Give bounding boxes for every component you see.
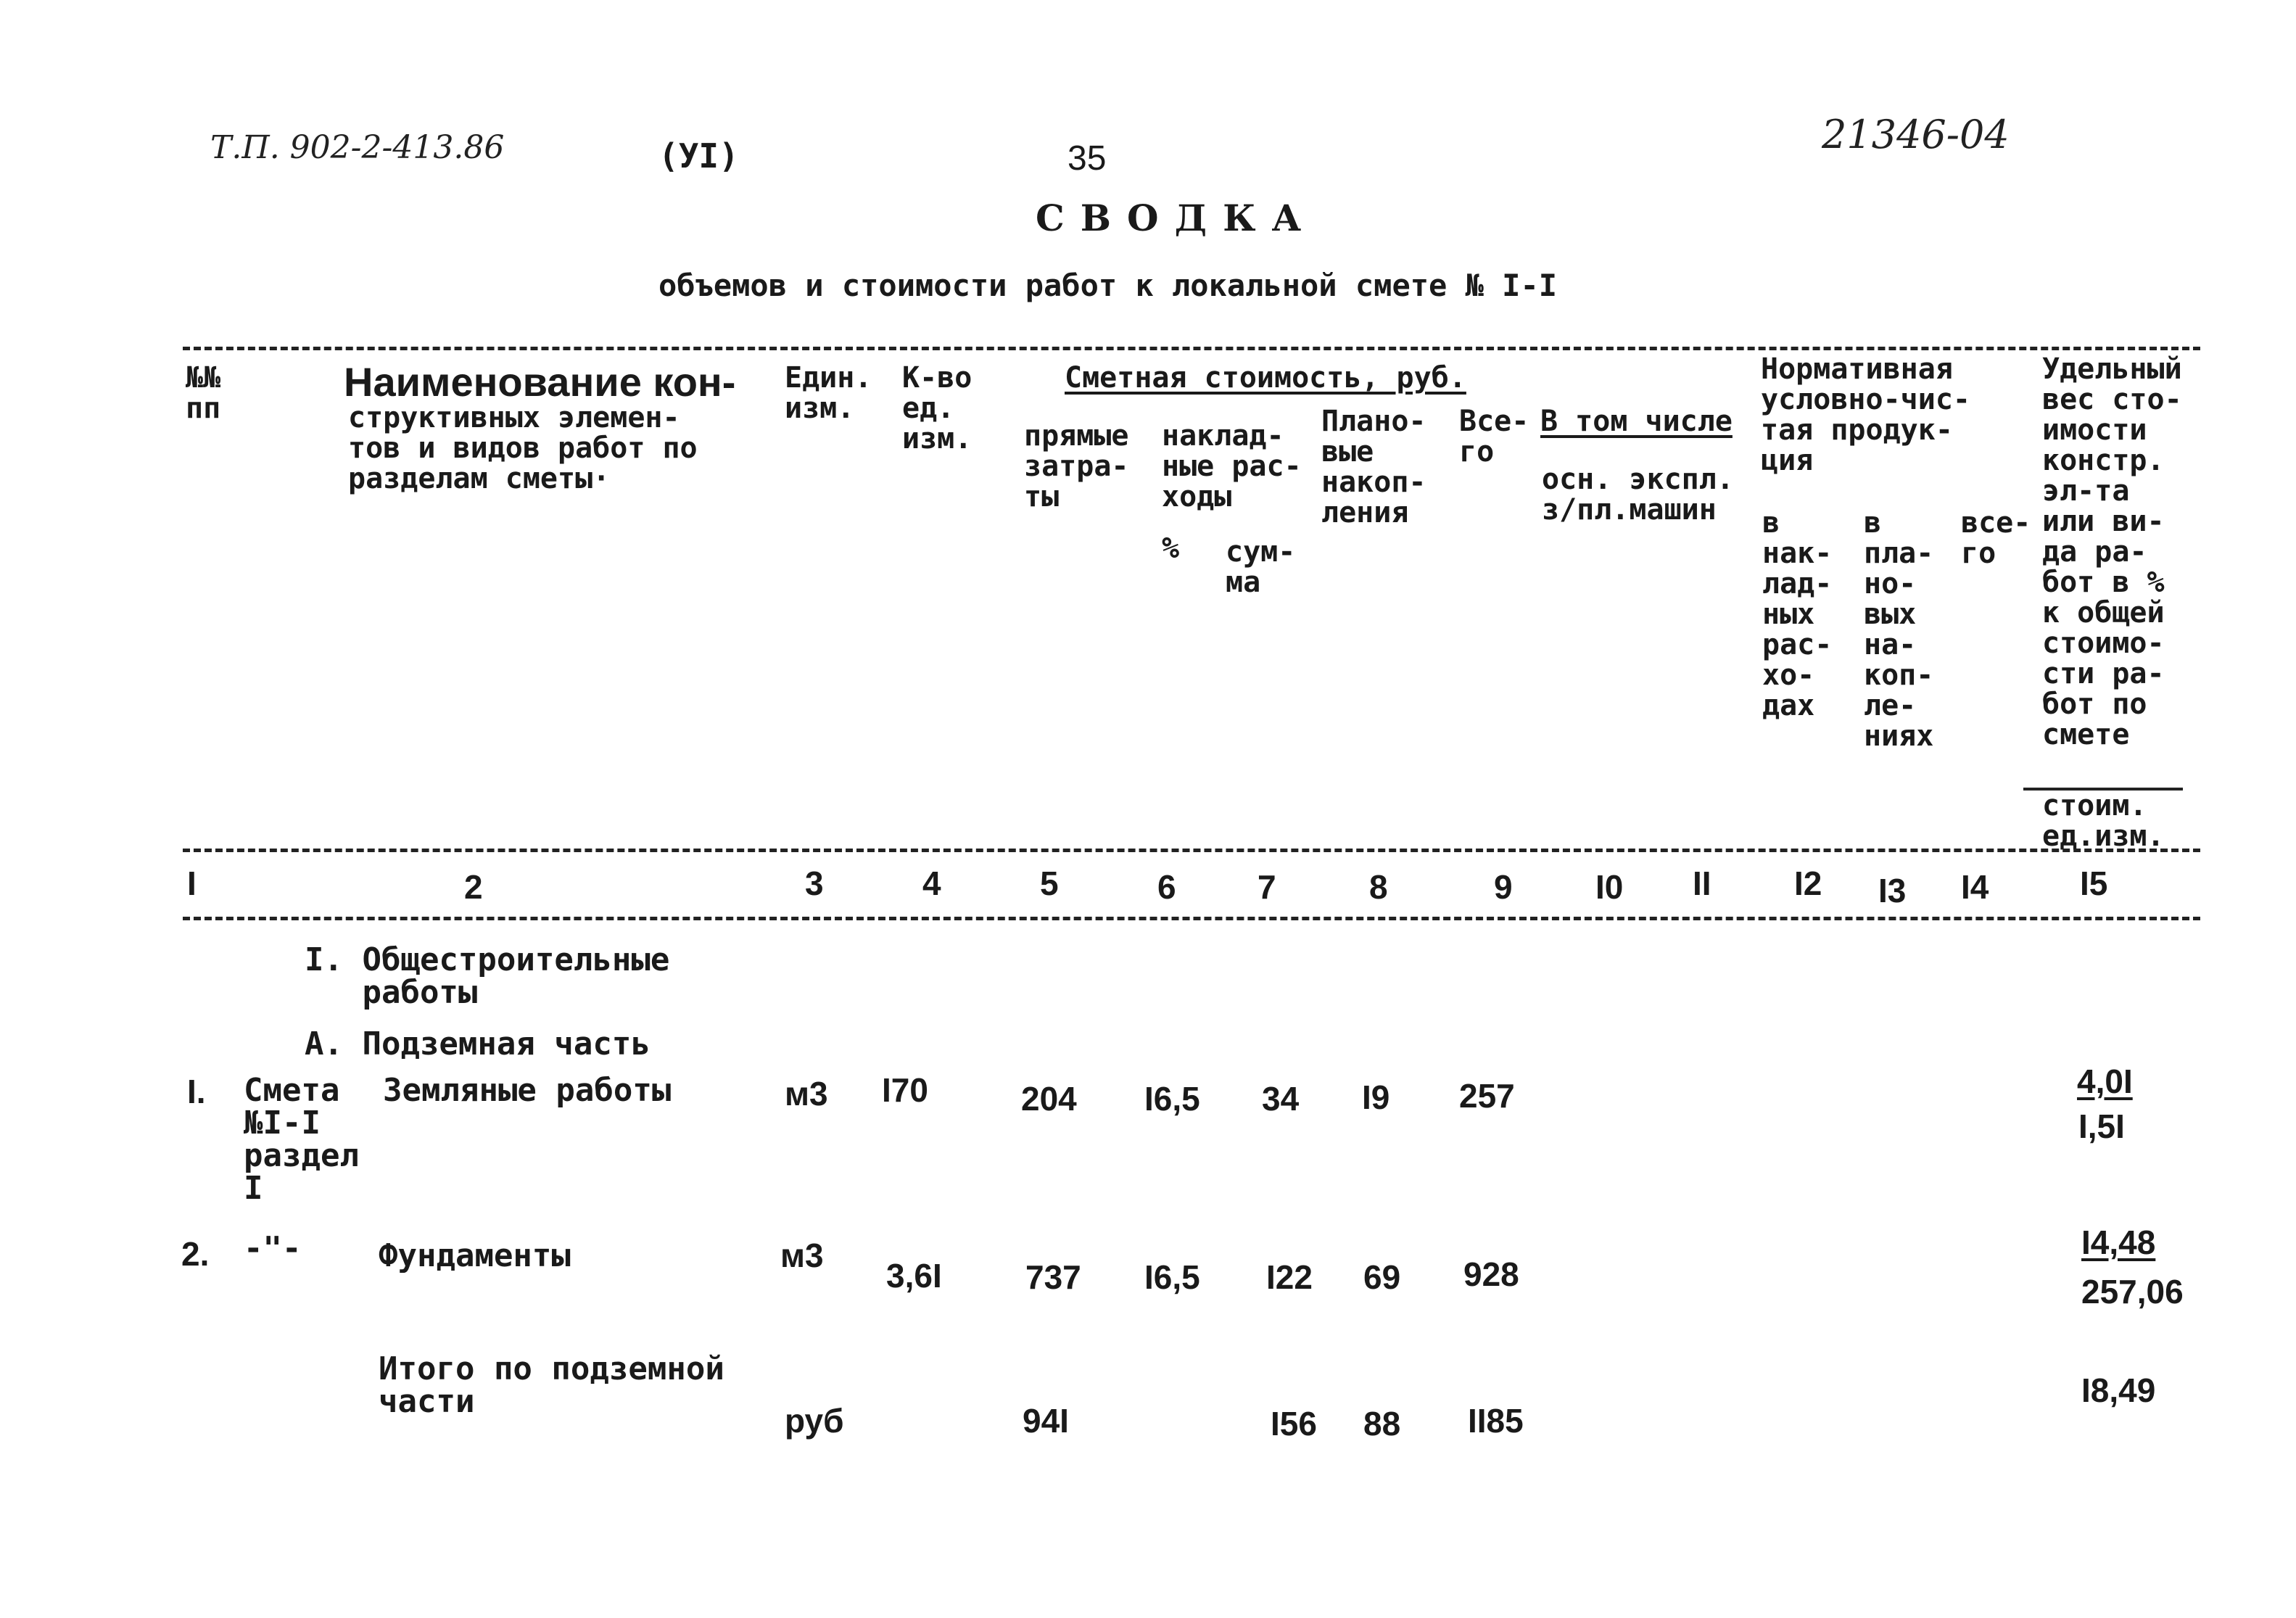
col-num-5: 5 bbox=[1040, 864, 1059, 902]
row-overhead-percent: I6,5 bbox=[1144, 1080, 1200, 1118]
col-num-3: 3 bbox=[805, 864, 824, 902]
row-direct-costs: 737 bbox=[1025, 1258, 1081, 1296]
col-num-1: I bbox=[187, 864, 197, 902]
col-header-unit: Един. изм. bbox=[785, 361, 872, 425]
col-group-normative-net-output: Нормативная условно-чис- тая продук- ция bbox=[1761, 352, 1970, 477]
row-name: Земляные работы bbox=[383, 1072, 672, 1109]
col-num-7: 7 bbox=[1258, 868, 1276, 906]
subtotal-direct-costs: 94I bbox=[1023, 1402, 1069, 1440]
row-share-percent: I4,48 bbox=[2081, 1223, 2156, 1261]
col-num-4: 4 bbox=[922, 864, 941, 902]
col-header-overhead-sum: сум- ма bbox=[1226, 535, 1296, 599]
archive-number: 21346-04 bbox=[1822, 112, 2010, 157]
col-num-13: I3 bbox=[1878, 872, 1907, 909]
row-name: Фундаменты bbox=[379, 1237, 571, 1274]
col-group-estimated-cost: Сметная стоимость, руб. bbox=[1065, 361, 1466, 395]
row-quantity: I70 bbox=[882, 1071, 928, 1109]
subtotal-unit: руб bbox=[785, 1402, 844, 1440]
col-num-11: II bbox=[1693, 864, 1711, 902]
row-quantity: 3,6I bbox=[886, 1257, 942, 1295]
col-group-including: В том числе bbox=[1540, 405, 1733, 438]
document-subtitle: объемов и стоимости работ к локальной смете № I-I bbox=[658, 268, 1558, 303]
col-header-name-rest: структивных элемен- тов и видов работ по разделам сметы· bbox=[348, 401, 698, 495]
header-top-rule bbox=[183, 347, 2200, 350]
row-reference: Смета №I-I раздел I bbox=[244, 1072, 359, 1207]
row-number: 2. bbox=[181, 1235, 210, 1273]
subtotal-total: II85 bbox=[1468, 1402, 1524, 1440]
col-header-in-planned: в пла- но- вых на- коп- ле- ниях bbox=[1864, 506, 1934, 753]
col-header-specific-weight: Удельный вес сто- имости констр. эл-та или ви- да ра- бот в % к общей стоимо- сти ра- бот по смете bbox=[2042, 352, 2182, 751]
col-num-2: 2 bbox=[464, 868, 483, 906]
row-overhead-sum: I22 bbox=[1266, 1258, 1313, 1296]
col-num-6: 6 bbox=[1157, 868, 1176, 906]
document-title: СВОДКА bbox=[1036, 197, 1318, 239]
row-total: 928 bbox=[1463, 1255, 1519, 1293]
col-header-planned-savings: Плано- вые накоп- ления bbox=[1321, 405, 1426, 529]
col-num-10: I0 bbox=[1595, 868, 1624, 906]
col-num-14: I4 bbox=[1961, 868, 1989, 906]
subtotal-planned-savings: 88 bbox=[1363, 1405, 1401, 1442]
row-unit-cost: 257,06 bbox=[2081, 1273, 2184, 1311]
col-header-in-overhead: в нак- лад- ных рас- хо- дах bbox=[1762, 506, 1833, 722]
row-reference: -"- bbox=[244, 1230, 302, 1267]
col-header-overhead-percent: % bbox=[1162, 532, 1180, 565]
col-header-machine-wages: осн. экспл. з/пл.машин bbox=[1542, 463, 1734, 527]
col-header-norm-total: все- го bbox=[1961, 506, 2031, 570]
row-share-percent: 4,0I bbox=[2077, 1062, 2133, 1100]
subtotal-label: Итого по подземной части bbox=[379, 1350, 724, 1420]
row-planned-savings: I9 bbox=[1362, 1078, 1390, 1116]
col-num-9: 9 bbox=[1494, 868, 1513, 906]
col-header-number: №№ пп bbox=[186, 361, 221, 425]
row-number: I. bbox=[187, 1073, 206, 1110]
col-header-overhead: наклад- ные рас- ходы bbox=[1162, 419, 1302, 513]
col-num-12: I2 bbox=[1794, 864, 1822, 902]
col-header-total: Все- го bbox=[1459, 405, 1529, 469]
col-header-direct-costs: прямые затра- ты bbox=[1024, 419, 1129, 513]
row-planned-savings: 69 bbox=[1363, 1258, 1401, 1296]
row-overhead-sum: 34 bbox=[1262, 1080, 1300, 1118]
page-number: 35 bbox=[1068, 139, 1107, 178]
row-total: 257 bbox=[1459, 1077, 1515, 1115]
column-numbers-rule bbox=[183, 917, 2200, 920]
subtotal-share-percent: I8,49 bbox=[2081, 1371, 2156, 1409]
section-roman-numeral: (УI) bbox=[658, 136, 739, 176]
row-unit-cost: I,5I bbox=[2078, 1107, 2125, 1145]
col-num-15: I5 bbox=[2080, 864, 2108, 902]
col-header-name-first: Наименование кон- bbox=[344, 359, 736, 405]
row-direct-costs: 204 bbox=[1021, 1080, 1077, 1118]
section-heading: I. Общестроительные работы bbox=[305, 941, 670, 1011]
row-overhead-percent: I6,5 bbox=[1144, 1258, 1200, 1296]
document-code: Т.П. 902-2-413.86 bbox=[210, 129, 505, 166]
header-bottom-rule bbox=[183, 849, 2200, 852]
col-header-unit-cost: стоим. ед.изм. bbox=[2042, 789, 2165, 853]
subsection-heading: А. Подземная часть bbox=[305, 1025, 651, 1062]
col-header-quantity: К-во ед. изм. bbox=[902, 361, 973, 455]
subtotal-overhead-sum: I56 bbox=[1271, 1405, 1317, 1442]
row-unit: м3 bbox=[785, 1075, 828, 1113]
row-unit: м3 bbox=[780, 1237, 824, 1274]
col-num-8: 8 bbox=[1369, 868, 1388, 906]
